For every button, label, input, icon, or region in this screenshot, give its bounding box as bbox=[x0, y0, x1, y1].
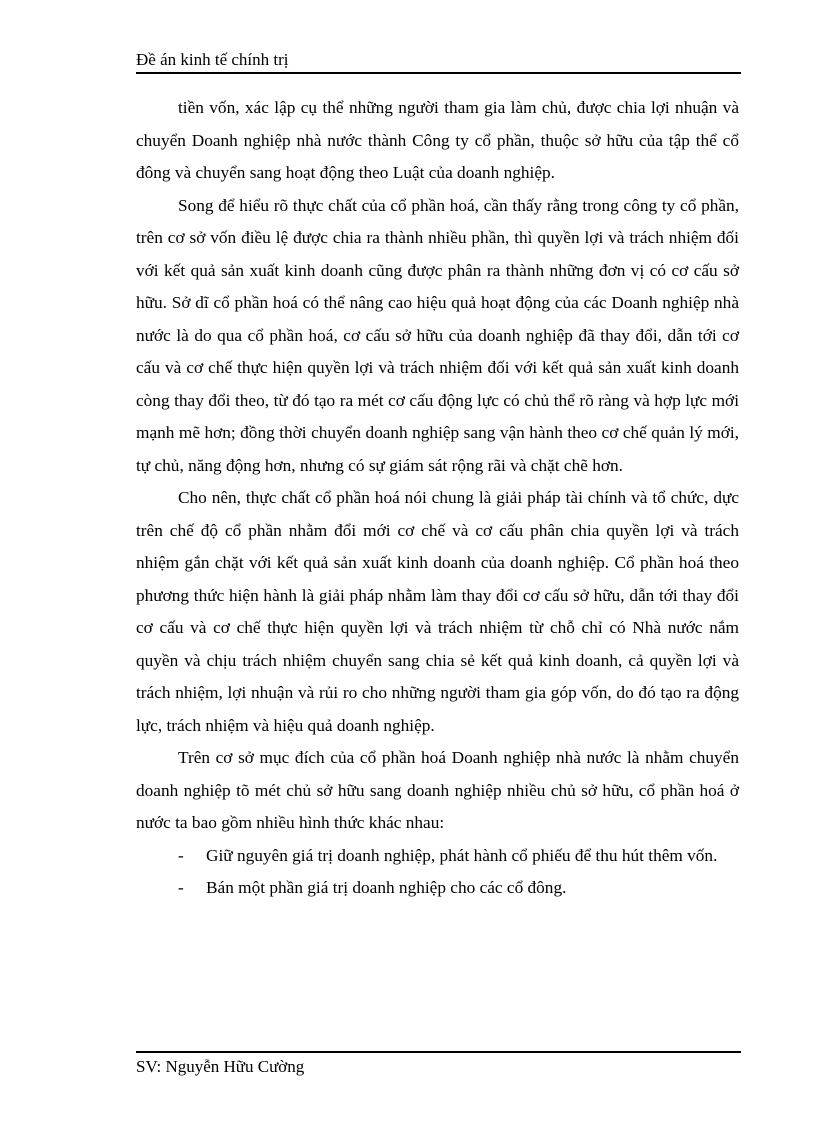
paragraph-3: Cho nên, thực chất cổ phần hoá nói chung là giải pháp tài chính và tổ chức, dực trên chế độ cổ phần nhằm đổi mới cơ chế và cơ cấu phân chia quyền lợi và trách nhiệm gắn chặt với kết quả sản xuất kinh doanh của doanh nghiệp. Cổ phần hoá theo phương thức hiện hành là giải pháp nhằm làm thay đổi cơ cấu sở hữu, dẫn tới thay đổi cơ cấu và cơ chế thực hiện quyền lợi và trách nhiệm từ chỗ chỉ có Nhà nước nắm quyền và chịu trách nhiệm chuyển sang chia sẻ kết quả kinh doanh, cả quyền lợi và trách nhiệm, lợi nhuận và rủi ro cho những người tham gia góp vốn, do đó tạo ra động lực, trách nhiệm và hiệu quả doanh nghiệp. bbox=[136, 488, 739, 735]
list-item bbox=[136, 840, 739, 873]
list-item-text: Giữ nguyên giá trị doanh nghiệp, phát hành cổ phiếu để thu hút thêm vốn. bbox=[206, 845, 718, 865]
bullet-dash: - bbox=[178, 878, 184, 897]
page-footer bbox=[136, 1051, 741, 1076]
paragraph-2: Song để hiểu rõ thực chất của cổ phần hoá, cần thấy rằng trong công ty cổ phần, trên cơ sở vốn điều lệ được chia ra thành nhiều phần, thì quyền lợi và trách nhiệm đối với kết quả sản xuất kinh doanh cũng được phân ra thành những đơn vị có cơ cấu sở hữu. Sở dĩ cổ phần hoá có thể nâng cao hiệu quả hoạt động của các Doanh nghiệp nhà nước là do qua cổ phần hoá, cơ cấu sở hữu của doanh nghiệp đã thay đổi, dẫn tới cơ cấu và cơ chế thực hiện quyền lợi và trách nhiệm đối với kết quả sản xuất kinh doanh còng thay đổi theo, từ đó tạo ra mét cơ cấu động lực có chủ thể rõ ràng và hợp lực mới mạnh mẽ hơn; đồng thời chuyển doanh nghiệp sang vận hành theo cơ chế quản lý mới, tự chủ, năng động hơn, nhưng có sự giám sát rộng rãi và chặt chẽ hơn. bbox=[136, 195, 739, 475]
document-title: Đề án kinh tế chính trị bbox=[136, 50, 289, 69]
page-header bbox=[136, 50, 741, 74]
list-item bbox=[136, 872, 739, 905]
paragraph-4: Trên cơ sở mục đích của cổ phần hoá Doanh nghiệp nhà nước là nhằm chuyển doanh nghiệp tõ mét chủ sở hữu sang doanh nghiệp nhiều chủ sở hữu, cổ phần hoá ở nước ta bao gồm nhiều hình thức khác nhau: bbox=[136, 748, 739, 832]
list-item-text: Bán một phần giá trị doanh nghiệp cho các cổ đông. bbox=[206, 878, 567, 897]
body-text bbox=[136, 92, 739, 905]
author-name: SV: Nguyễn Hữu Cường bbox=[136, 1057, 305, 1076]
bullet-dash: - bbox=[178, 845, 184, 865]
paragraph-1: tiền vốn, xác lập cụ thể những người tham gia làm chủ, được chia lợi nhuận và chuyển Doanh nghiệp nhà nước thành Công ty cổ phần, thuộc sở hữu của tập thể cổ đông và chuyển sang hoạt động theo Luật của doanh nghiệp. bbox=[136, 98, 739, 182]
